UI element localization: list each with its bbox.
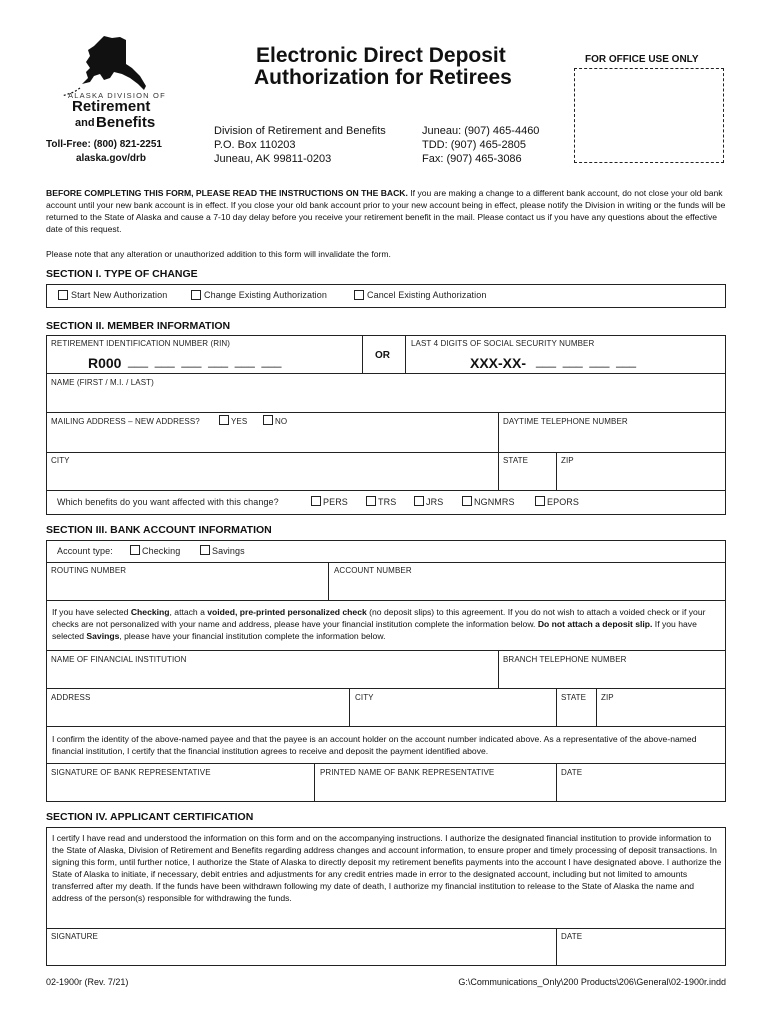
instr-text: If you have selected	[52, 607, 131, 617]
division-address-line3: Juneau, AK 99811-0203	[214, 153, 332, 165]
rin-prefix: R000	[88, 355, 122, 371]
col-line	[349, 688, 350, 726]
row-line	[46, 490, 726, 491]
form-number: 02-1900r (Rev. 7/21)	[46, 977, 129, 987]
ssn-blanks[interactable]: ___ ___ ___ ___	[536, 354, 637, 368]
checking-checkbox[interactable]	[130, 545, 140, 555]
applicant-date-label: DATE	[561, 932, 583, 941]
instr-text: (no deposit slips) to this agreement. If you do not wish to attach a voided check or if your checks are not personalized with your name and address, please have your financial institution complete the information below.	[52, 607, 706, 629]
intro-paragraph	[46, 187, 726, 235]
logo-and: and	[75, 117, 95, 129]
office-use-box	[574, 68, 724, 163]
rin-label: RETIREMENT IDENTIFICATION NUMBER (RIN)	[51, 339, 231, 348]
col-line	[596, 688, 597, 726]
intro-note: Please note that any alteration or unauthorized addition to this form will invalidate the form.	[46, 249, 391, 259]
form-title-line1: Electronic Direct Deposit	[256, 44, 506, 67]
jrs-label: JRS	[426, 497, 444, 507]
rin-divider	[362, 335, 363, 373]
start-new-checkbox[interactable]	[58, 290, 68, 300]
division-address-line2: P.O. Box 110203	[214, 139, 296, 151]
jrs-checkbox[interactable]	[414, 496, 424, 506]
applicant-certification-text: I certify I have read and understood the information on this form and on the accompanying instructions. I authorize the designated financial institution to provide information to the State of Alaska, Division of Retirement and Benefits regarding address changes and account information, to ensure proper and timely processing of deposit transactions. In signing this form, until further notice, I authorize the State of Alaska to directly deposit my retirement benefits payments into the account I have designated above. I authorize the State of Alaska to initiate, if necessary, debit entries and adjustments for any credit entries made in error to the designated account, including but not limited to amounts transferred after my death. If the funds have been withdrawn following my date of death, I authorize my financial institution to release to the State of Alaska the name and address of the person(s) responsible for withdrawing the funds.	[52, 833, 722, 903]
row-line	[46, 412, 726, 413]
ssn-prefix: XXX-XX-	[470, 355, 527, 371]
cancel-existing-label: Cancel Existing Authorization	[367, 290, 487, 300]
bank-confirmation: I confirm the identity of the above-named payee and that the payee is an account holder on the account number indicated above. As a representative of the above-named financial institution, I certify that the financial institution agrees to receive and deposit the payment identified above.	[52, 734, 697, 756]
applicant-signature-label: SIGNATURE	[51, 932, 98, 941]
pers-checkbox[interactable]	[311, 496, 321, 506]
city-label: CITY	[51, 456, 70, 465]
instr-voided-check: voided, pre-printed personalized check	[207, 607, 367, 617]
pers-label: PERS	[323, 497, 348, 507]
logo-division-text: ALASKA DIVISION OF	[68, 91, 166, 100]
col-line	[556, 452, 557, 490]
row-line	[46, 562, 726, 563]
toll-free-number: Toll-Free: (800) 821-2251	[46, 139, 162, 150]
state-label: STATE	[503, 456, 529, 465]
savings-checkbox[interactable]	[200, 545, 210, 555]
intro-bold: BEFORE COMPLETING THIS FORM, PLEASE READ THE INSTRUCTIONS ON THE BACK.	[46, 188, 408, 198]
benefits-question: Which benefits do you want affected with this change?	[57, 497, 279, 507]
col-line	[556, 928, 557, 966]
routing-number-label: ROUTING NUMBER	[51, 566, 127, 575]
instr-text: , please have your financial institution complete the information below.	[119, 631, 386, 641]
division-address-line1: Division of Retirement and Benefits	[214, 125, 386, 137]
phone-juneau: Juneau: (907) 465-4460	[422, 125, 540, 137]
no-label: NO	[275, 417, 288, 426]
bank-rep-date-label: DATE	[561, 768, 583, 777]
account-number-label: ACCOUNT NUMBER	[334, 566, 412, 575]
logo-benefits: Benefits	[96, 114, 156, 131]
savings-label: Savings	[212, 546, 245, 556]
bank-rep-signature-label: SIGNATURE OF BANK REPRESENTATIVE	[51, 768, 211, 777]
section4-title: SECTION IV. APPLICANT CERTIFICATION	[46, 811, 254, 823]
instr-no-deposit-slip: Do not attach a deposit slip.	[537, 619, 653, 629]
bank-rep-printed-name-label: PRINTED NAME OF BANK REPRESENTATIVE	[320, 768, 495, 777]
instr-savings: Savings	[86, 631, 120, 641]
branch-phone-label: BRANCH TELEPHONE NUMBER	[503, 655, 627, 664]
col-line	[498, 650, 499, 688]
row-line	[46, 650, 726, 651]
epors-label: EPORS	[547, 497, 580, 507]
bank-zip-label: ZIP	[601, 693, 614, 702]
trs-checkbox[interactable]	[366, 496, 376, 506]
phone-tdd: TDD: (907) 465-2805	[422, 139, 526, 151]
start-new-label: Start New Authorization	[71, 290, 168, 300]
col-line	[556, 688, 557, 726]
bank-instructions	[52, 606, 722, 642]
section2-title: SECTION II. MEMBER INFORMATION	[46, 320, 231, 332]
ngnmrs-checkbox[interactable]	[462, 496, 472, 506]
ngnmrs-label: NGNMRS	[474, 497, 515, 507]
office-use-label: FOR OFFICE USE ONLY	[585, 54, 699, 65]
cancel-existing-checkbox[interactable]	[354, 290, 364, 300]
phone-fax: Fax: (907) 465-3086	[422, 153, 522, 165]
mailing-address-label: MAILING ADDRESS – NEW ADDRESS?	[51, 417, 200, 426]
epors-checkbox[interactable]	[535, 496, 545, 506]
instr-text: If you have selected	[52, 619, 697, 641]
col-line	[556, 763, 557, 802]
new-address-yes-checkbox[interactable]	[219, 415, 229, 425]
row-line	[46, 373, 726, 374]
account-type-label: Account type:	[57, 546, 113, 556]
zip-label: ZIP	[561, 456, 574, 465]
section1-title: SECTION I. TYPE OF CHANGE	[46, 268, 198, 280]
form-title-line2: Authorization for Retirees	[254, 66, 512, 89]
intro-text: If you are making a change to a different bank account, do not close your old bank account until your new bank account is in effect. If you close your old bank account prior to your new account being in effect, please notify the Division in writing or the funds will be returned to the State of Alaska and cause a 7-10 day delay before you receive your retirement benefit in the mail. Please contact us if you have any questions about the effective date of this request.	[46, 188, 726, 234]
col-line	[498, 412, 499, 452]
section3-title: SECTION III. BANK ACCOUNT INFORMATION	[46, 524, 272, 536]
bank-state-label: STATE	[561, 693, 587, 702]
row-line	[46, 928, 726, 929]
change-existing-checkbox[interactable]	[191, 290, 201, 300]
logo-retirement: Retirement	[72, 98, 151, 115]
change-existing-label: Change Existing Authorization	[204, 290, 327, 300]
new-address-no-checkbox[interactable]	[263, 415, 273, 425]
ssn-divider	[405, 335, 406, 373]
rin-blanks[interactable]: ___ ___ ___ ___ ___ ___	[128, 354, 282, 368]
ssn-label: LAST 4 DIGITS OF SOCIAL SECURITY NUMBER	[411, 339, 595, 348]
bank-city-label: CITY	[355, 693, 374, 702]
checking-label: Checking	[142, 546, 181, 556]
daytime-phone-label: DAYTIME TELEPHONE NUMBER	[503, 417, 628, 426]
bank-address-label: ADDRESS	[51, 693, 91, 702]
row-line	[46, 726, 726, 727]
row-line	[46, 452, 726, 453]
col-line	[498, 452, 499, 490]
financial-institution-label: NAME OF FINANCIAL INSTITUTION	[51, 655, 187, 664]
instr-checking: Checking	[130, 607, 170, 617]
website: alaska.gov/drb	[76, 153, 147, 164]
trs-label: TRS	[378, 497, 397, 507]
name-label: NAME (FIRST / M.I. / LAST)	[51, 378, 154, 387]
or-label: OR	[375, 350, 390, 361]
col-line	[328, 562, 329, 600]
yes-label: YES	[231, 417, 248, 426]
name-field[interactable]	[47, 390, 725, 412]
row-line	[46, 600, 726, 601]
file-path: G:\Communications_Only\200 Products\206\General\02-1900r.indd	[458, 977, 726, 987]
instr-text: , attach a	[169, 607, 208, 617]
row-line	[46, 763, 726, 764]
col-line	[314, 763, 315, 802]
row-line	[46, 688, 726, 689]
